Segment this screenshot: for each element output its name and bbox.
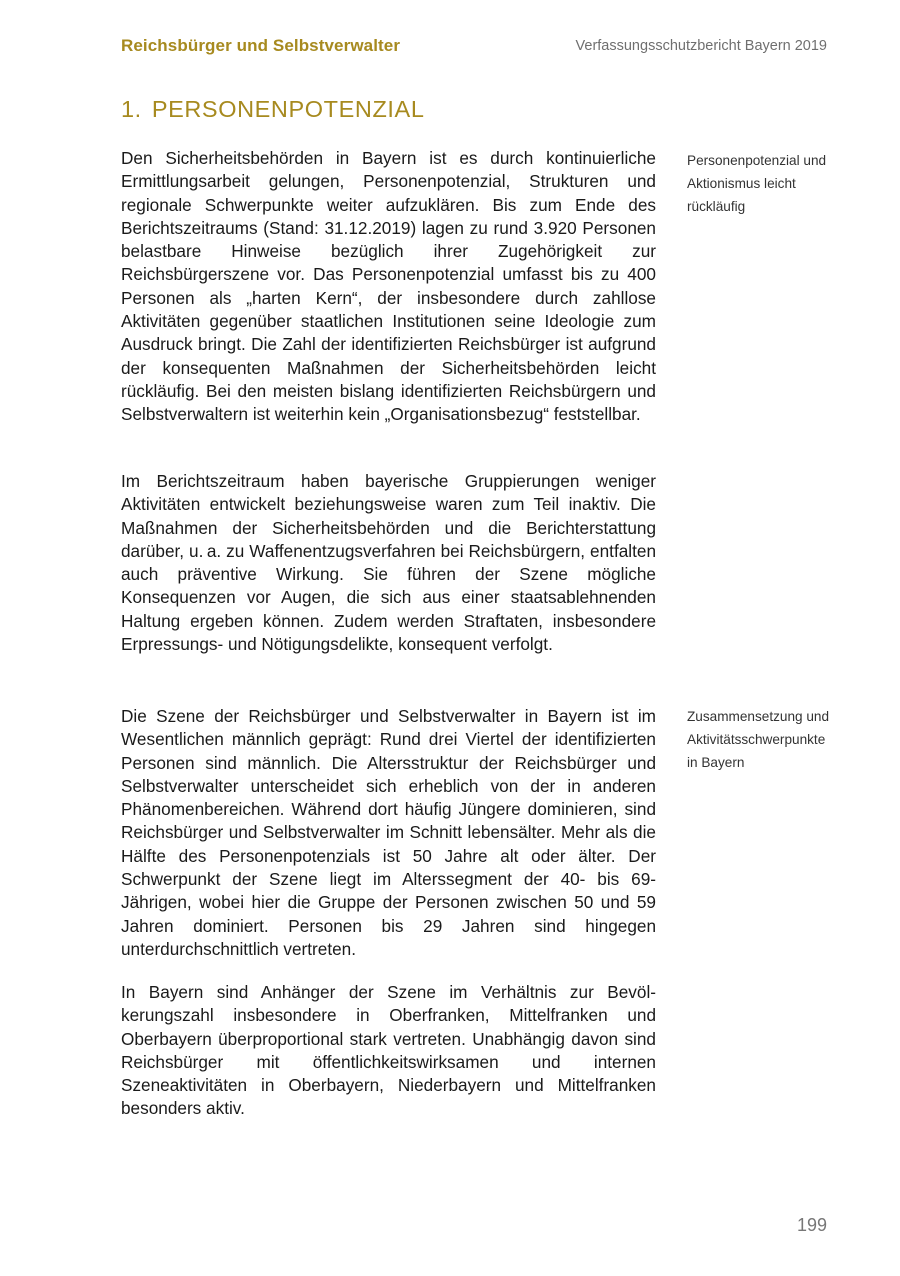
margin-note-1: Personenpotenzial und Aktionismus leicht rückläufig [687,153,827,215]
margin-note-2: Zusammensetzung und Aktivitätsschwerpunkte in Bayern [687,709,830,771]
page-number: 199 [796,1215,827,1235]
running-head-section-title: Reichsbürger und Selbstverwalter [121,36,401,55]
body-paragraph-1: Den Sicherheitsbehörden in Bayern ist es durch kontinuierliche Ermittlungsarbeit gelungen, Personenpotenzial, Strukturen und regionale Schwerpunkte weiter aufzuklären. Bis zum Ende des Berichtszeitraums (Stand: 31.12.2019) lagen zu rund 3.920 Personen belastbare Hinweise bezüglich ihrer Zugehörigkeit zur Reichsbürgerszene vor. Das Personenpotenzial umfasst bis zu 400 Personen als „harten Kern“, der insbesondere durch zahllose Aktivitäten gegenüber staatlichen Institutionen seine Ideologie zum Ausdruck bringt. Die Zahl der identifizierten Reichsbürger ist aufgrund der konsequenten Maßnahmen der Sicherheitsbehörden leicht rückläufig. Bei den meisten bislang identifizierten Reichsbürgern und Selbstverwaltern ist weiterhin kein „Organisationsbezug“ feststellbar. [121,148,656,425]
running-head-report-title: Verfassungsschutzbericht Bayern 2019 [575,38,827,54]
chapter-number: 1. [121,96,142,122]
body-paragraph-3: Die Szene der Reichsbürger und Selbstverwalter in Bayern ist im Wesentlichen männlich geprägt: Rund drei Viertel der identifizierten Personen sind männlich. Die Altersstruktur der Reichsbürger und Selbstverwalter unterscheidet sich erheblich von der in anderen Phänomenbereichen. Während dort häufig Jüngere dominieren, sind Reichsbürger und Selbstverwalter im Schnitt lebensälter. Mehr als die Hälfte des Personenpotenzials ist 50 Jahre alt oder älter. Der Schwerpunkt der Szene liegt im Alterssegment der 40- bis 69-Jährigen, wobei hier die Gruppe der Personen zwischen 50 und 59 Jahren dominiert. Personen bis 29 Jahren sind hingegen unterdurchschnittlich vertreten. [121,706,656,959]
body-paragraph-2: Im Berichtszeitraum haben bayerische Gruppierungen weniger Aktivitäten entwickelt beziehungsweise waren zum Teil inaktiv. Die Maßnahmen der Sicherheitsbehörden und die Berichterstattung darüber, u. a. zu Waffenentzugsverfahren bei Reichsbürgern, entfalten auch präventive Wirkung. Sie führen der Szene mögliche Konsequenzen vor Augen, die sich aus einer staatsablehnenden Haltung ergeben können. Zudem werden Straftaten, insbesondere Erpressungs- und Nötigungsdelikte, konsequent verfolgt. [121,471,656,655]
body-paragraph-4: In Bayern sind Anhänger der Szene im Verhältnis zur Bevölkerungszahl insbesondere in Oberfranken, Mittelfranken und Oberbayern überproportional stark vertreten. Unabhängig davon sind Reichsbürger mit öffentlichkeitswirksamen und internen Szeneaktivitäten in Oberbayern, Niederbayern und Mittelfranken besonders aktiv. [121,982,656,1119]
chapter-heading [121,96,424,123]
chapter-title: PERSONENPOTENZIAL [151,96,425,122]
